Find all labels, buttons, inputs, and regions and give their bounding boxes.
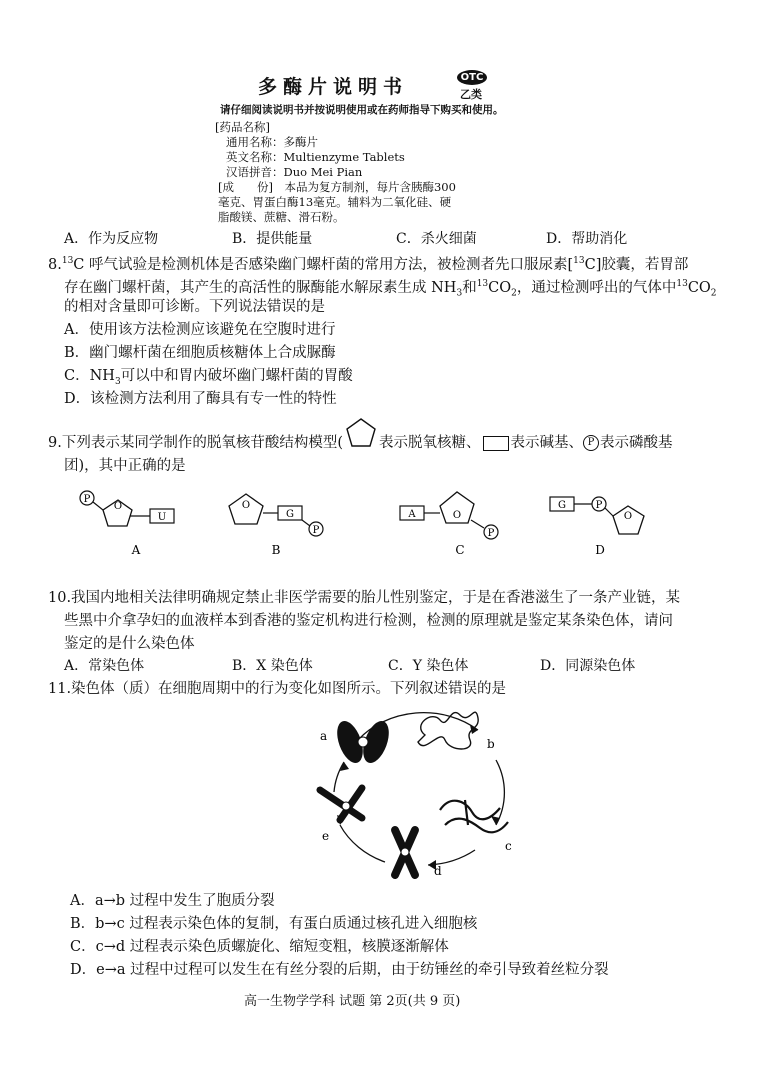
q8-stem-line3: 的相对含量即可诊断。下列说法错误的是	[64, 299, 325, 315]
cycle-arc-d-e	[340, 825, 385, 862]
nucleotide-model-a	[80, 491, 174, 557]
q11-option-b: B．b→c 过程表示染色体的复制，有蛋白质通过核孔进入细胞核	[70, 916, 478, 932]
q7-option-c: C．杀火细菌	[396, 231, 477, 247]
drug-ingredients-2: 毫克、胃蛋白酶13毫克。辅料为二氧化硅、硬	[218, 195, 452, 209]
fig-label-b: b	[487, 737, 495, 751]
q8-option-d: D．该检测方法利用了酶具有专一性的特性	[64, 391, 337, 407]
page-footer: 高一生物学学科 试题 第 2页(共 9 页)	[244, 994, 461, 1009]
model-b-base: G	[286, 509, 294, 520]
model-d-base: G	[558, 500, 566, 511]
nucleotide-model-c	[400, 492, 498, 557]
q10-stem-line1: 10.我国内地相关法律明确规定禁止非医学需要的胎儿性别鉴定，于是在香港滋生了一条产业链，某	[48, 590, 681, 606]
model-a-phosphate: P	[83, 494, 91, 505]
q7-option-a: A．作为反应物	[64, 231, 159, 247]
q11-stem: 11.染色体（质）在细胞周期中的行为变化如图所示。下列叙述错误的是	[48, 681, 507, 697]
model-a-sugar-o: O	[113, 501, 123, 512]
fig-label-d: d	[434, 864, 442, 878]
deoxyribose-pentagon-icon	[343, 432, 379, 454]
fig-label-c: c	[505, 839, 512, 853]
q7-option-b: B．提供能量	[232, 231, 313, 247]
cycle-arc-b-c	[496, 760, 504, 825]
model-c-label: C	[455, 543, 465, 557]
drug-pinyin-name: 汉语拼音：Duo Mei Pian	[226, 165, 363, 179]
q11-option-c: C．c→d 过程表示染色质螺旋化、缩短变粗，核膜逐渐解体	[70, 939, 449, 955]
chromosome-d	[395, 830, 415, 875]
fig-label-e: e	[322, 829, 330, 843]
model-d-phosphate: P	[595, 500, 603, 511]
q7-option-d: D．帮助消化	[546, 231, 628, 247]
fig-label-a: a	[320, 729, 328, 743]
drug-ingredients-3: 脂酸镁、蔗糖、滑石粉。	[218, 210, 345, 224]
q10-stem-line3: 鉴定的是什么染色体	[64, 636, 195, 652]
nucleotide-model-d	[550, 497, 644, 557]
chromosome-e	[320, 788, 362, 820]
q11-option-a: A．a→b 过程中发生了胞质分裂	[70, 893, 275, 909]
leaflet-notice: 请仔细阅读说明书并按说明使用或在药师指导下购买和使用。	[220, 104, 504, 116]
model-a-label: A	[131, 543, 141, 557]
base-rectangle-icon	[483, 436, 509, 451]
phosphate-circle-icon: P	[583, 435, 599, 451]
model-c-sugar-o: O	[452, 510, 462, 521]
q10-option-a: A．常染色体	[64, 658, 145, 674]
model-b-label: B	[271, 543, 281, 557]
q11-option-d: D．e→a 过程中过程可以发生在有丝分裂的后期，由于纺锤丝的牵引导致着丝粒分裂	[70, 962, 609, 978]
q10-option-b: B．X 染色体	[232, 658, 313, 674]
q8-option-a: A．使用该方法检测应该避免在空腹时进行	[64, 322, 336, 338]
model-d-label: D	[595, 543, 605, 557]
q8-option-c: C．$NH_3$可以中和胃内破坏幽门螺杆菌的胃酸	[64, 368, 353, 387]
drug-generic-name: 通用名称：多酶片	[226, 135, 318, 149]
chromatin-c	[440, 800, 508, 832]
q11-cell-cycle-diagram	[300, 700, 540, 885]
otc-badge: OTC	[457, 70, 487, 85]
chromosome-a	[332, 718, 394, 767]
drug-english-name: 英文名称：Multienzyme Tablets	[226, 150, 405, 164]
q8-stem-line2: 存在幽门螺杆菌，其产生的高活性的脲酶能水解尿素生成 $NH_3$和$^{13}CO_2$，通过检测呼出的气体中$^{13}CO_2$	[64, 279, 717, 299]
q9-nucleotide-models	[60, 478, 680, 568]
otc-class: 乙类	[460, 88, 482, 101]
model-a-base: U	[157, 512, 167, 523]
q10-option-d: D．同源染色体	[540, 658, 636, 674]
q8-option-b: B．幽门螺杆菌在细胞质核糖体上合成脲酶	[64, 345, 336, 361]
q8-stem-line1: 8.13C 呼气试验是检测机体是否感染幽门螺杆菌的常用方法，被检测者先口服尿素[$^{13}$C]胶囊，若胃部	[48, 256, 689, 273]
model-b-phosphate: P	[312, 525, 320, 536]
q9-stem-line1: 9.下列表示某同学制作的脱氧核苷酸结构模型( 表示脱氧核糖、 表示碱基、 P 表示磷酸基	[48, 432, 673, 454]
leaflet-title: 多酶片说明书	[258, 76, 409, 98]
model-c-base: A	[408, 509, 416, 520]
q10-option-c: C．Y 染色体	[388, 658, 469, 674]
arrow-head-b	[470, 725, 478, 734]
model-d-sugar-o: O	[623, 511, 633, 522]
q10-stem-line2: 些黑中介拿孕妇的血液样本到香港的鉴定机构进行检测，检测的原理就是鉴定某条染色体，请问	[64, 613, 673, 629]
nucleotide-model-b	[229, 494, 323, 557]
drug-ingredients-1: [成 份] 本品为复方制剂，每片含胰酶300	[218, 180, 456, 194]
q9-stem-line2: 团)，其中正确的是	[64, 458, 186, 474]
drug-section-name: [药品名称]	[215, 120, 270, 134]
model-c-phosphate: P	[487, 528, 495, 539]
model-b-sugar-o: O	[241, 500, 251, 511]
chromatin-b	[418, 712, 478, 749]
